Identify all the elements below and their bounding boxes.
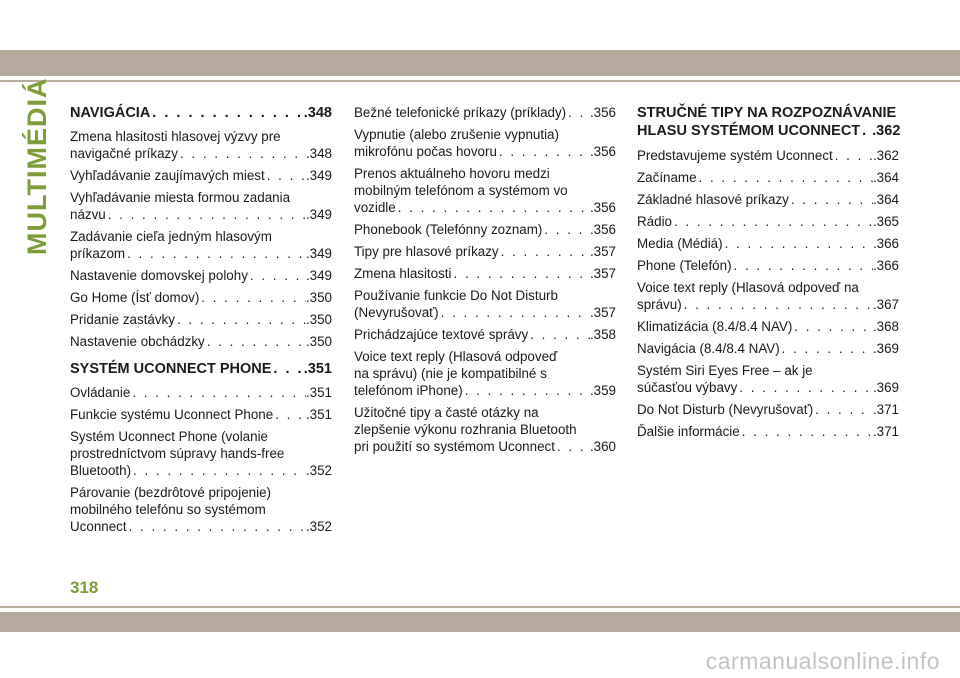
toc-entry[interactable] [70, 428, 332, 479]
dot-leader [813, 401, 873, 418]
dot-leader [860, 122, 872, 140]
toc-entry[interactable] [354, 265, 616, 282]
toc-entry-text: názvu [70, 207, 106, 222]
toc-page-ref[interactable]: .371 [872, 402, 899, 417]
toc-entry[interactable] [637, 362, 899, 396]
toc-page-ref[interactable]: .349 [305, 207, 332, 222]
toc-entry-last-line [637, 340, 899, 357]
toc-page-ref[interactable]: .371 [872, 424, 899, 439]
toc-entry-text: vozidle [354, 200, 396, 215]
toc-page-ref[interactable]: .356 [589, 144, 616, 159]
toc-entry[interactable] [70, 128, 332, 162]
toc-entry-text: Uconnect [70, 519, 127, 534]
toc-page-ref[interactable]: .364 [872, 170, 899, 185]
dot-leader [125, 245, 306, 262]
toc-entry-text: Do Not Disturb (Nevyrušovať) [637, 402, 814, 417]
toc-entry-text: Navigácia (8.4/8.4 NAV) [637, 341, 780, 356]
dot-leader [732, 257, 873, 274]
toc-page-ref[interactable]: .349 [305, 268, 332, 283]
dot-leader [792, 318, 873, 335]
dot-leader [106, 206, 306, 223]
toc-entry-last-line [354, 438, 616, 455]
toc-entry[interactable] [70, 289, 332, 306]
toc-entry-line: Vypnutie (alebo zrušenie vypnutia) [354, 127, 559, 142]
toc-entry-last-line [637, 296, 899, 313]
dot-leader [199, 289, 306, 306]
footer-band [0, 612, 960, 632]
toc-entry-last-line [70, 360, 332, 378]
toc-entry-last-line [70, 245, 332, 262]
toc-entry-last-line [354, 221, 616, 238]
toc-entry-last-line [70, 167, 332, 184]
toc-entry[interactable] [70, 333, 332, 350]
toc-entry-text: Rádio [637, 214, 672, 229]
toc-page-ref[interactable]: .348 [305, 146, 332, 161]
section-tab-label: MULTIMÉDIÁ [22, 77, 52, 255]
header-band [0, 50, 960, 76]
toc-entry[interactable] [637, 191, 899, 208]
watermark: carmanualsonline.info [705, 648, 940, 674]
toc-entry[interactable] [70, 484, 332, 535]
dot-leader [150, 104, 303, 122]
toc-page-ref[interactable]: .350 [305, 290, 332, 305]
toc-entry-text: navigačné príkazy [70, 146, 178, 161]
toc-entry-last-line [354, 304, 616, 321]
toc-page-ref[interactable]: .348 [303, 105, 332, 121]
toc-page-ref[interactable]: .350 [305, 334, 332, 349]
toc-entry-text: Prichádzajúce textové správy [354, 327, 529, 342]
toc-page-ref[interactable]: .351 [303, 361, 332, 377]
toc-column-3 [637, 104, 899, 445]
toc-entry-last-line [637, 318, 899, 335]
toc-entry-line: Voice text reply (Hlasová odpoveď na [637, 280, 859, 295]
toc-entry[interactable] [637, 257, 899, 274]
dot-leader [542, 221, 590, 238]
dot-leader [396, 199, 590, 216]
toc-page-ref[interactable]: .366 [872, 258, 899, 273]
toc-entry-text: (Nevyrušovať) [354, 305, 439, 320]
toc-entry[interactable] [354, 326, 616, 343]
dot-leader [789, 191, 873, 208]
toc-entry-last-line [70, 289, 332, 306]
toc-entry-line: Zmena hlasitosti hlasovej výzvy pre [70, 129, 281, 144]
toc-entry[interactable] [70, 406, 332, 423]
toc-entry-text: Ďalšie informácie [637, 424, 740, 439]
toc-page-ref[interactable]: .352 [305, 463, 332, 478]
dot-leader [672, 213, 873, 230]
toc-entry-text: Klimatizácia (8.4/8.4 NAV) [637, 319, 793, 334]
dot-leader [265, 167, 306, 184]
toc-entry[interactable] [70, 384, 332, 401]
toc-entry-last-line [70, 462, 332, 479]
toc-entry-last-line [354, 143, 616, 160]
toc-entry-last-line [70, 267, 332, 284]
toc-entry-text: Zmena hlasitosti [354, 266, 452, 281]
toc-entry-text: Funkcie systému Uconnect Phone [70, 407, 274, 422]
toc-entry-line: Voice text reply (Hlasová odpoveď [354, 349, 558, 364]
dot-leader [248, 267, 306, 284]
dot-leader [178, 145, 306, 162]
toc-column-1 [70, 104, 332, 540]
toc-section-heading[interactable] [70, 360, 332, 378]
dot-leader [737, 379, 873, 396]
toc-page-ref[interactable]: .351 [305, 407, 332, 422]
dot-leader [566, 104, 590, 121]
toc-entry[interactable] [354, 126, 616, 160]
toc-entry-text: Základné hlasové príkazy [637, 192, 789, 207]
toc-entry-line: STRUČNÉ TIPY NA ROZPOZNÁVANIE [637, 105, 897, 121]
toc-section-heading[interactable] [637, 104, 899, 140]
dot-leader [127, 518, 306, 535]
toc-entry-last-line [70, 384, 332, 401]
dot-leader [697, 169, 873, 186]
toc-entry-last-line [354, 326, 616, 343]
toc-entry-last-line [637, 191, 899, 208]
toc-entry[interactable] [637, 423, 899, 440]
dot-leader [499, 243, 590, 260]
toc-entry-line: Zadávanie cieľa jedným hlasovým [70, 229, 272, 244]
toc-entry[interactable] [637, 147, 899, 164]
toc-entry[interactable] [637, 340, 899, 357]
toc-entry-text: Nastavenie domovskej polohy [70, 268, 248, 283]
toc-entry-text: Nastavenie obchádzky [70, 334, 205, 349]
toc-column-2 [354, 104, 616, 460]
toc-page-ref[interactable]: .357 [589, 305, 616, 320]
toc-entry-last-line [354, 199, 616, 216]
dot-leader [682, 296, 873, 313]
toc-entry-text: Predstavujeme systém Uconnect [637, 148, 833, 163]
toc-entry-line: mobilného telefónu so systémom [70, 502, 266, 517]
toc-entry[interactable] [354, 287, 616, 321]
toc-entry-last-line [70, 104, 332, 122]
toc-page-ref[interactable]: .357 [589, 244, 616, 259]
toc-entry-line: mobilným telefónom a systémom vo [354, 183, 568, 198]
toc-entry-line: zlepšenie výkonu rozhrania Bluetooth [354, 422, 577, 437]
toc-page-ref[interactable]: .349 [305, 168, 332, 183]
toc-entry[interactable] [70, 189, 332, 223]
toc-entry-text: Phone (Telefón) [637, 258, 732, 273]
toc-entry-text: príkazom [70, 246, 126, 261]
toc-entry-text: Phonebook (Telefónny zoznam) [354, 222, 543, 237]
dot-leader [528, 326, 590, 343]
toc-entry[interactable] [637, 213, 899, 230]
toc-page-ref[interactable]: .349 [305, 246, 332, 261]
toc-page-ref[interactable]: .365 [872, 214, 899, 229]
dot-leader [555, 438, 590, 455]
toc-entry-line: Prenos aktuálneho hovoru medzi [354, 166, 550, 181]
toc-entry-last-line [70, 311, 332, 328]
toc-page-ref[interactable]: .358 [589, 327, 616, 342]
toc-entry-text: HLASU SYSTÉMOM UCONNECT [637, 123, 861, 139]
toc-page-ref[interactable]: .359 [589, 383, 616, 398]
toc-entry-last-line [70, 406, 332, 423]
toc-entry-text: telefónom iPhone) [354, 383, 463, 398]
page-number: 318 [70, 578, 99, 597]
toc-page-ref[interactable]: .360 [589, 439, 616, 454]
toc-entry-last-line [637, 147, 899, 164]
toc-entry-line: Používanie funkcie Do Not Disturb [354, 288, 558, 303]
toc-page-ref[interactable]: .350 [305, 312, 332, 327]
toc-entry[interactable] [637, 169, 899, 186]
toc-entry-text: Media (Médiá) [637, 236, 723, 251]
toc-page-ref[interactable]: .368 [872, 319, 899, 334]
dot-leader [780, 340, 873, 357]
toc-entry-text: mikrofónu počas hovoru [354, 144, 497, 159]
toc-entry-text: NAVIGÁCIA [70, 105, 151, 121]
toc-entry-text: Bluetooth) [70, 463, 132, 478]
toc-entry-last-line [70, 206, 332, 223]
toc-page-ref[interactable]: .369 [872, 380, 899, 395]
toc-entry-last-line [637, 379, 899, 396]
toc-page-ref[interactable]: .351 [305, 385, 332, 400]
toc-entry-last-line [637, 122, 899, 140]
toc-entry-last-line [354, 382, 616, 399]
toc-entry-last-line [354, 243, 616, 260]
toc-entry-line: Párovanie (bezdrôtové pripojenie) [70, 485, 271, 500]
dot-leader [833, 147, 873, 164]
toc-entry-text: Vyhľadávanie zaujímavých miest [70, 168, 265, 183]
toc-entry-text: správu) [637, 297, 682, 312]
toc-entry[interactable] [354, 404, 616, 455]
toc-entry[interactable] [70, 167, 332, 184]
toc-page-ref[interactable]: .364 [872, 192, 899, 207]
dot-leader [723, 235, 873, 252]
dot-leader [463, 382, 590, 399]
dot-leader [452, 265, 590, 282]
toc-section-heading[interactable] [70, 104, 332, 122]
toc-entry-last-line [70, 518, 332, 535]
dot-leader [273, 406, 306, 423]
header-rule [0, 80, 960, 82]
toc-entry[interactable] [637, 235, 899, 252]
dot-leader [130, 384, 306, 401]
dot-leader [439, 304, 590, 321]
toc-page-ref[interactable]: .362 [872, 148, 899, 163]
toc-entry-text: Bežné telefonické príkazy (príklady) [354, 105, 567, 120]
toc-entry-text: Go Home (Ísť domov) [70, 290, 200, 305]
toc-entry[interactable] [354, 221, 616, 238]
toc-entry[interactable] [637, 318, 899, 335]
toc-entry-line: Systém Uconnect Phone (volanie [70, 429, 268, 444]
toc-entry[interactable] [70, 228, 332, 262]
toc-page-ref[interactable]: .356 [589, 105, 616, 120]
toc-entry-last-line [637, 169, 899, 186]
toc-page-ref[interactable]: .362 [872, 123, 901, 139]
toc-entry-text: súčasťou výbavy [637, 380, 738, 395]
toc-entry-last-line [354, 265, 616, 282]
toc-entry[interactable] [637, 279, 899, 313]
toc-page-ref[interactable]: .366 [872, 236, 899, 251]
toc-page-ref[interactable]: .356 [589, 200, 616, 215]
toc-entry[interactable] [354, 165, 616, 216]
toc-entry-last-line [637, 423, 899, 440]
toc-entry[interactable] [354, 348, 616, 399]
toc-entry-line: na správu) (nie je kompatibilné s [354, 366, 547, 381]
toc-entry[interactable] [354, 104, 616, 121]
toc-entry-last-line [637, 401, 899, 418]
toc-entry-line: Vyhľadávanie miesta formou zadania [70, 190, 291, 205]
toc-entry-text: Začíname [637, 170, 697, 185]
toc-entry-text: Pridanie zastávky [70, 312, 175, 327]
toc-page-ref[interactable]: .352 [305, 519, 332, 534]
toc-entry[interactable] [637, 401, 899, 418]
toc-page-ref[interactable]: .369 [872, 341, 899, 356]
toc-entry-line: Užitočné tipy a časté otázky na [354, 405, 539, 420]
dot-leader [497, 143, 590, 160]
toc-entry-text: SYSTÉM UCONNECT PHONE [70, 361, 272, 377]
toc-entry-text: Tipy pre hlasové príkazy [354, 244, 499, 259]
toc-page-ref[interactable]: .357 [589, 266, 616, 281]
toc-entry-text: Ovládanie [70, 385, 131, 400]
toc-entry-last-line [354, 104, 616, 121]
toc-entry-text: pri použití so systémom Uconnect [354, 439, 555, 454]
toc-entry[interactable] [354, 243, 616, 260]
toc-entry-last-line [70, 145, 332, 162]
toc-page-ref[interactable]: .367 [872, 297, 899, 312]
dot-leader [740, 423, 873, 440]
toc-page-ref[interactable]: .356 [589, 222, 616, 237]
toc-entry-line: Systém Siri Eyes Free – ak je [637, 363, 813, 378]
footer-rule [0, 606, 960, 608]
toc-entry[interactable] [70, 267, 332, 284]
dot-leader [175, 311, 306, 328]
toc-entry-last-line [637, 235, 899, 252]
dot-leader [271, 360, 303, 378]
dot-leader [131, 462, 306, 479]
toc-entry-last-line [637, 257, 899, 274]
toc-entry[interactable] [70, 311, 332, 328]
toc-entry-last-line [637, 213, 899, 230]
toc-entry-line: prostredníctvom súpravy hands-free [70, 446, 285, 461]
toc-entry-last-line [70, 333, 332, 350]
dot-leader [205, 333, 306, 350]
